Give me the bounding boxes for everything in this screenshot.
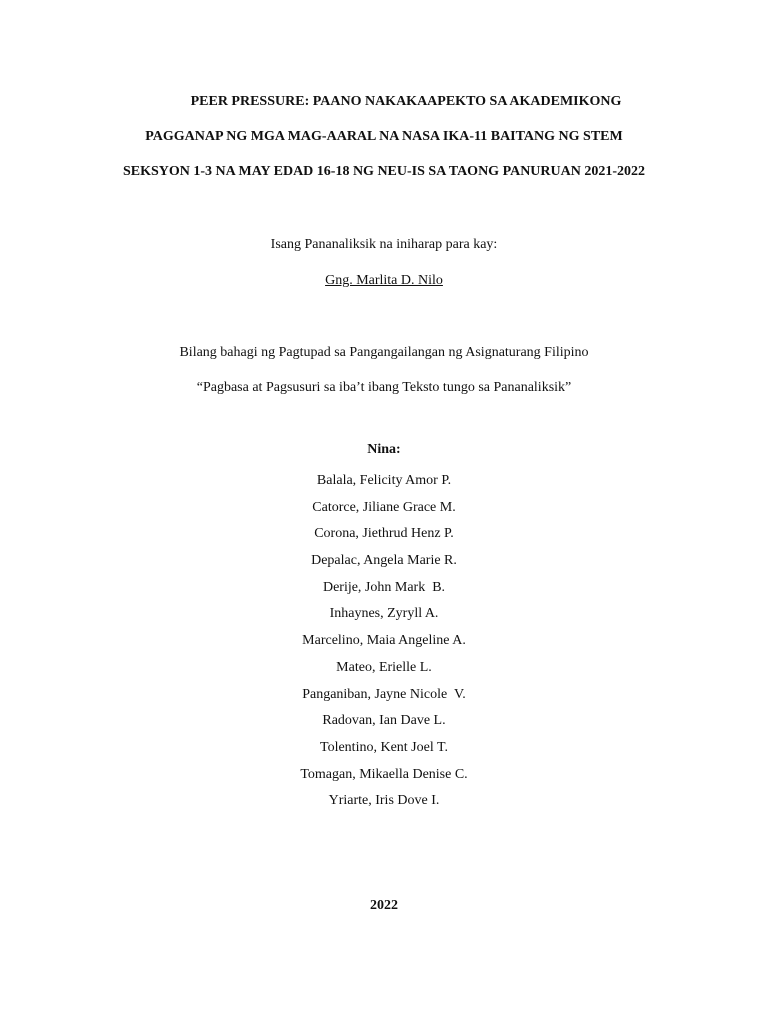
submission-intro: Isang Pananaliksik na iniharap para kay:	[270, 237, 498, 252]
author-name: Catorce, Jiliane Grace M.	[312, 499, 456, 515]
author-name: Derije, John Mark B.	[322, 579, 446, 595]
author-name: Corona, Jiethrud Henz P.	[314, 526, 454, 542]
requirement-line-2: “Pagbasa at Pagsusuri sa iba’t ibang Teksto tungo sa Pananaliksik”	[196, 380, 572, 395]
author-name: Tomagan, Mikaella Denise C.	[300, 766, 468, 782]
requirement-line-1: Bilang bahagi ng Pagtupad sa Pangangailangan ng Asignaturang Filipino	[179, 345, 589, 360]
author-name: Marcelino, Maia Angeline A.	[302, 633, 466, 649]
author-name: Yriarte, Iris Dove I.	[328, 793, 440, 809]
adviser-name: Gng. Marlita D. Nilo	[325, 273, 443, 288]
author-name: Mateo, Erielle L.	[336, 659, 432, 675]
author-name: Panganiban, Jayne Nicole V.	[302, 686, 466, 702]
title-line-2: PAGGANAP NG MGA MAG-AARAL NA NASA IKA-11 BAITANG NG STEM	[145, 129, 623, 144]
author-name: Inhaynes, Zyryll A.	[329, 606, 439, 622]
author-name: Tolentino, Kent Joel T.	[320, 739, 448, 755]
title-line-1: PEER PRESSURE: PAANO NAKAKAAPEKTO SA AKADEMIKONG	[190, 94, 622, 109]
author-name: Depalac, Angela Marie R.	[311, 553, 457, 569]
author-name: Balala, Felicity Amor P.	[316, 473, 452, 488]
year: 2022	[370, 898, 398, 913]
authors-label: Nina:	[367, 442, 401, 457]
authors-list	[0, 468, 768, 815]
author-name: Radovan, Ian Dave L.	[322, 713, 446, 729]
title-line-3: SEKSYON 1-3 NA MAY EDAD 16-18 NG NEU-IS SA TAONG PANURUAN 2021-2022	[122, 164, 646, 179]
